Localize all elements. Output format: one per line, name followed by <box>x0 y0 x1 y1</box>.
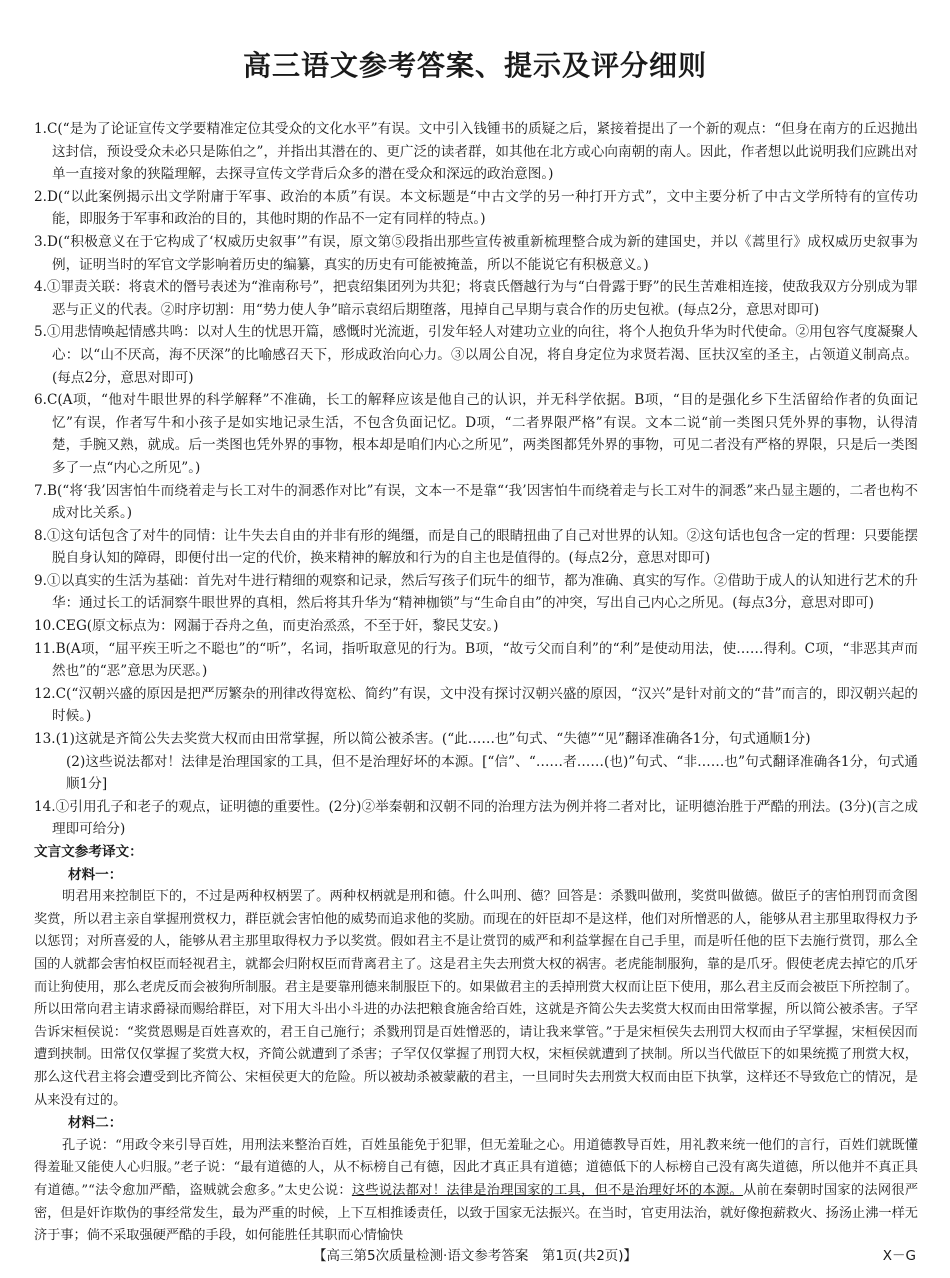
answer-item-9: 9.①以真实的生活为基础：首先对牛进行精细的观察和记录，然后写孩子们玩牛的细节，都为准确、真实的写作。②借助于成人的认知进行艺术的升华：通过长工的话洞察牛眼世界的真相，然后将其升华为“精神枷锁”与“生命自由”的冲突，写出自己内心之所见。(每点3分，意思对即可) <box>34 572 918 612</box>
answer-13-part-1: 13.(1)这就是齐简公失去奖赏大权而由田常掌握，所以简公被杀害。(“此……也”句式、“失德”“见”翻译准确各1分，句式通顺1分) <box>34 731 811 748</box>
answer-item-10: 10.CEG(原文标点为：网漏于吞舟之鱼，而吏治烝烝，不至于奸，黎民艾安。) <box>34 618 499 635</box>
material-2-text-a: 孔子说：“用政令来引导百姓，用刑法来整治百姓，百姓虽能免于犯罪，但无羞耻之心。用道德教导百姓，用礼教来统一他们的言行，百姓们就既懂得羞耻又能使人心归服。”老子说：“最有道德的人，从不标榜自己有德，因此才真正具有道德；道德低下的人标榜自己没有离失道德，所以他并不真正具有道德。”“法令愈加严酷，盗贼就会愈多。”太史公说： <box>34 1137 918 1198</box>
answer-item-1: 1.C(“是为了论证宣传文学要精准定位其受众的文化水平”有误。文中引入钱锺书的质疑之后，紧接着提出了一个新的观点：“但身在南方的丘迟抛出这封信，预设受众未必只是陈伯之”，并指出其潜在的、更广泛的读者群，如其他在北方或心向南朝的南人。因此，作者想以此说明我们应跳出对单一直接对象的狭隘理解，去探寻宣传文学背后众多的潜在受众和深远的政治意图。) <box>34 121 918 183</box>
answer-item-4: 4.①罪责关联：将袁术的僭号表述为“淮南称号”，把袁绍集团列为共犯；将袁氏僭越行为与“白骨露于野”的民生苦难相连接，使敌我双方分别成为罪恶与正义的代表。②时序切割：用“势力使人争”暗示袁绍后期堕落，甩掉自己早期与袁合作的历史包袱。(每点2分，意思对即可) <box>34 279 918 318</box>
answer-content <box>34 118 918 1248</box>
footer-code: X－G <box>882 1248 916 1264</box>
answer-item-5: 5.①用悲情唤起情感共鸣：以对人生的忧思开篇，感慨时光流逝，引发年轻人对建功立业的向往，将个人抱负升华为时代使命。②用包容气度凝聚人心：以“山不厌高，海不厌深”的比喻感召天下，形成政治向心力。③以周公自况，将自身定位为求贤若渴、匡扶汉室的圣主，占领道义制高点。(每点2分，意思对即可) <box>34 324 918 386</box>
material-2-text <box>34 1135 918 1248</box>
answer-item-12: 12.C(“汉朝兴盛的原因是把严厉繁杂的刑律改得宽松、简约”有误，文中没有探讨汉朝兴盛的原因，“汉兴”是针对前文的“昔”而言的，即汉朝兴起的时候。) <box>34 685 918 725</box>
answer-item-8: 8.①这句话包含了对牛的同情：让牛失去自由的并非有形的绳缰，而是自己的眼睛扭曲了自己对世界的认知。②这句话也包含一定的哲理：只要能摆脱自身认知的障碍，即便付出一定的代价，换来精神的解放和行为的自主也是值得的。(每点2分，意思对即可) <box>34 527 918 567</box>
material-2-underlined: 这些说法都对！法律是治理国家的工具，但不是治理好坏的本源。 <box>351 1182 743 1198</box>
answer-13-part-2: (2)这些说法都对！法律是治理国家的工具，但不是治理好坏的本源。[“信”、“……者……(也)”句式、“非……也”句式翻译准确各1分，句式通顺1分] <box>66 753 918 793</box>
material-1-text: 明君用来控制臣下的，不过是两种权柄罢了。两种权柄就是刑和德。什么叫刑、德？回答是：杀戮叫做刑，奖赏叫做德。做臣子的害怕刑罚而贪图奖赏，所以君主亲自掌握刑赏权力，群臣就会害怕他的威势而追求他的奖励。而现在的奸臣却不是这样，他们对所憎恶的人，能够从君主那里取得权力予以惩罚；对所喜爱的人，能够从君主那里取得权力予以奖赏。假如君主不是让赏罚的威严和利益掌握在自己手里，而是听任他的臣下去施行赏罚，那么全国的人就都会害怕权臣而轻视君主，就都会归附权臣而背离君主了。这是君主失去刑赏大权的祸害。老虎能制服狗，靠的是爪牙。假使老虎去掉它的爪牙而让狗使用，那么老虎反而会被狗所制服。君主是要靠刑德来制服臣下的。如果做君主的丢掉刑赏大权而让臣下使用，那么君主反而会被臣下所控制了。所以田常向君主请求爵禄而赐给群臣，对下用大斗出小斗进的办法把粮食施舍给百姓，这就是齐简公失去奖赏大权而由田常掌握，所以简公被杀害。子罕告诉宋桓侯说：“奖赏恩赐是百姓喜欢的，君王自己施行；杀戮刑罚是百姓憎恶的，请让我来掌管。”于是宋桓侯失去刑罚大权而由子罕掌握，宋桓侯因而遭到挟制。田常仅仅掌握了奖赏大权，齐简公就遭到了杀害；子罕仅仅掌握了刑罚大权，宋桓侯就遭到了挟制。所以当代做臣下的如果统揽了刑赏大权，那么这代君主将会遭受到比齐简公、宋桓侯更大的危险。所以被劫杀被蒙蔽的君主，一旦同时失去刑赏大权而由臣下执掌，这样还不导致危亡的情况，是从来没有过的。 <box>34 889 918 1108</box>
answer-item-6: 6.C(A项，“他对牛眼世界的科学解释”不准确，长工的解释应该是他自己的认识，并无科学依据。B项，“目的是强化乡下生活留给作者的负面记忆”有误，作者写牛和小孩子是如实地记录生活，不包含负面记忆。D项，“二者界限严格”有误。文本二说“前一类图只凭外界的事物，认得清楚，手腕又熟，就成。后一类图也凭外界的事物，根本却是咱们内心之所见”，两类图都凭外界的事物，可见二者没有严格的界限，只是后一类图多了一点“内心之所见”。) <box>34 392 918 476</box>
answer-item-13 <box>34 728 918 796</box>
answer-item-3: 3.D(“积极意义在于它构成了‘权威历史叙事’”有误，原文第⑤段指出那些宣传被重新梳理整合成为新的建国史，并以《蒿里行》成权威历史叙事为例，证明当时的军官文学影响着历史的编纂，真实的历史有可能被掩盖，所以不能说它有积极意义。) <box>34 233 918 273</box>
answer-item-14: 14.①引用孔子和老子的观点，证明德的重要性。(2分)②举秦朝和汉朝不同的治理方法为例并将二者对比，证明德治胜于严酷的刑法。(3分)(言之成理即可给分) <box>34 798 918 838</box>
material-2-heading: 材料二： <box>68 1115 123 1132</box>
material-1-heading: 材料一： <box>68 866 123 883</box>
answer-item-2: 2.D(“以此案例揭示出文学附庸于军事、政治的本质”有误。本文标题是“中古文学的另一种打开方式”，文中主要分析了中古文学所特有的宣传功能，即服务于军事和政治的目的，其他时期的作品不一定有同样的特点。) <box>34 188 918 228</box>
answer-item-11: 11.B(A项，“屈平疾王听之不聪也”的“听”，名词，指听取意见的行为。B项，“故亏父而自利”的“利”是使动用法，使……得利。C项，“非恶其声而然也”的“恶”意思为厌恶。) <box>34 640 918 680</box>
material-2-text-b: 从前在秦朝时国家的法网很严密，但是奸诈欺伪的事经常发生，最为严重的时候，上下互相推诿责任，以致于国家无法振兴。在当时，官吏用法治，就好像抱薪救火、扬汤止沸一样无济于事；倘不采取强硬严酷的手段，如何能胜任其职而心情愉快 <box>34 1182 919 1244</box>
translation-heading: 文言文参考译文： <box>34 844 143 860</box>
page-title: 高三语文参考答案、提示及评分细则 <box>242 49 707 82</box>
footer-page-info: 【高三第5次质量检测·语文参考答案 第1页(共2页)】 <box>312 1248 638 1264</box>
answer-item-7: 7.B(“将‘我’因害怕牛而绕着走与长工对牛的洞悉作对比”有误，文本一不是靠“‘我’因害怕牛而绕着走与长工对牛的洞悉”来凸显主题的，二者也构不成对比关系。) <box>34 482 918 522</box>
